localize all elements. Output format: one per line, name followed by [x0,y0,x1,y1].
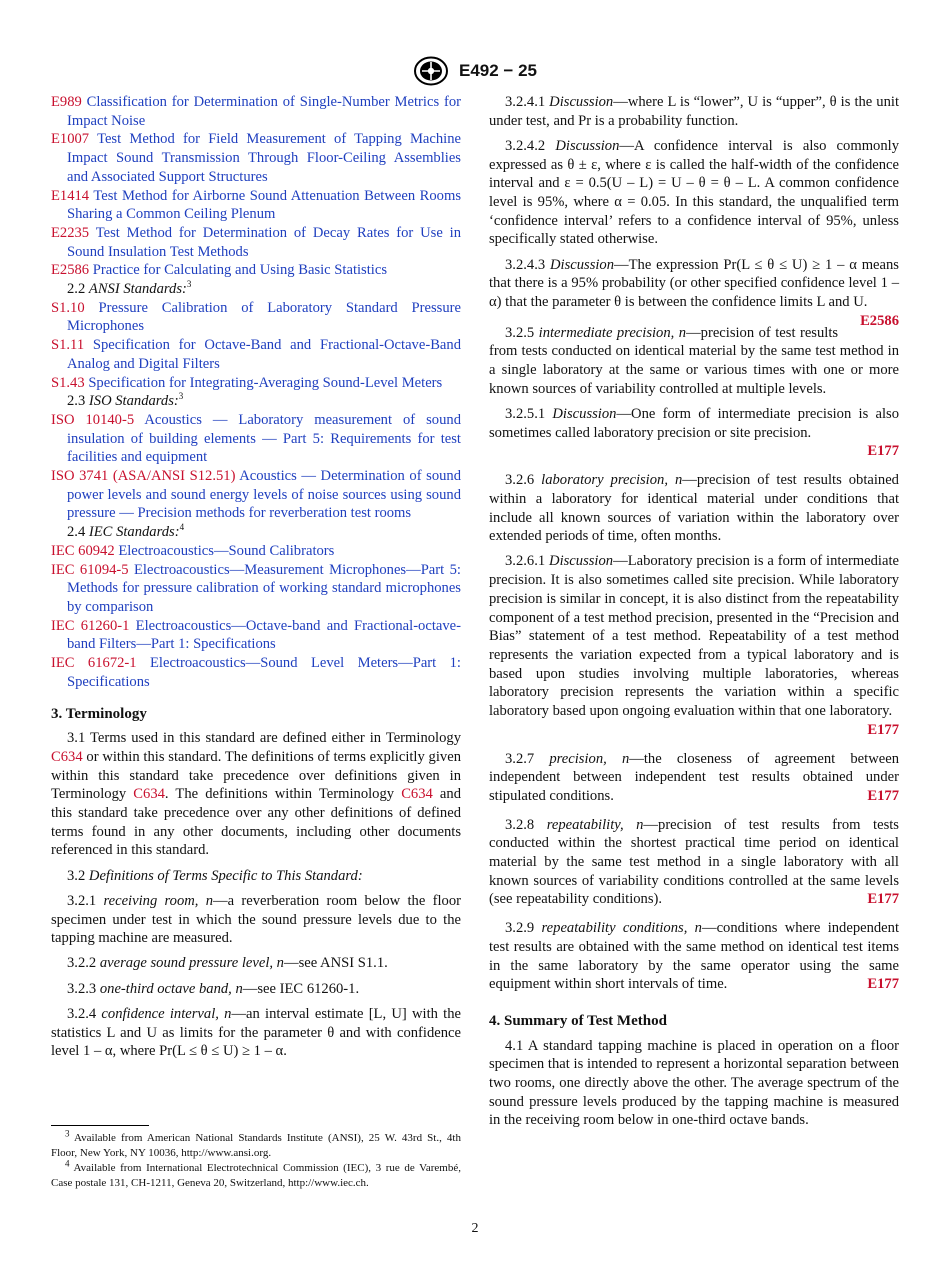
paragraph-3-2-6-1: 3.2.6.1 Discussion—Laboratory precision is a form of intermediate precision. It is also sometimes called site precision. While laboratory precision is similar in concept, it is also distinct from the repeatability component of a test method precision, presented in the “Precision and Bias” statement of a test method. Repeatability of a test method represents the variation expected from a typical laboratory and is based upon studies involving multiple laboratories, whereas laboratory precision represents the variation within a specific laboratory based upon ongoing evaluation within that one laboratory. E177 [489,553,899,738]
paragraph-3-2-7: 3.2.7 precision, n—the closeness of agreement between independent between independent test results obtained under stipulated conditions. E177 [489,750,899,804]
reference-item[interactable]: ISO 10140-5 Acoustics — Laboratory measurement of sound insulation of building elements — Part 5: Requirements for test facilities and equipment [51,411,461,466]
footnote-3: $^3$ Available from American National Standards Institute (ANSI), 25 W. 43rd St., 4th Floor, New York, NY 10036, http://www.ansi.org. [51,1128,461,1159]
paragraph-3-1: 3.1 Terms used in this standard are defined either in Terminology C634 or within this standard. The definitions of terms explicitly given within this standard take precedence over definitions given in Terminology C634. The definitions within Terminology C634 and this standard take precedence over any other definitions of defined terms found in any other documents, including other documents referenced in this standard. [51,730,461,859]
paragraph-3-2-6: 3.2.6 laboratory precision, n—precision of test results obtained within a laboratory for identical material under conditions that include all known sources of variation within the laboratory over extended periods of time, often months. [489,472,899,545]
paragraph-3-2-4-2: 3.2.4.2 Discussion—A confidence interval is also commonly expressed as θ ± ε, where ε is called the half-width of the confidence interval and ε = 0.5(U – L) = U – θ = θ – L. A common confidence level is 95%, where α = 0.05. In this standard, the unqualified term ‘confidence interval’ refers to a confidence interval of 95%, unless specifically stated otherwise. [489,137,899,248]
footnote-ref[interactable]: 4 [179,522,185,533]
footnote-ref[interactable]: 3 [178,391,184,402]
paragraph-3-2-1: 3.2.1 receiving room, n—a reverberation room below the floor specimen under test in which the sound pressure levels due to the tapping machine are measured. [51,892,461,947]
page-header [0,56,950,86]
page-number: 2 [471,1221,479,1236]
paragraph-3-2-5: 3.2.5 intermediate precision, n—precision of test results from tests conducted on identical material by the same test method in a single laboratory at the same or various times with one or more known sources of variability controlled at multiple levels. [489,324,899,397]
paragraph-3-2: 3.2 Definitions of Terms Specific to This Standard: [67,867,363,884]
reference-item[interactable]: S1.43 Specification for Integrating-Averaging Sound-Level Meters [51,374,443,391]
paragraph-3-2-5-1: 3.2.5.1 Discussion—One form of intermediate precision is also sometimes called laboratory precision or site precision. E177 [489,406,899,460]
reference-list-iso [51,411,461,523]
section-heading-terminology: 3. Terminology [51,705,147,722]
reference-item[interactable]: E2586 Practice for Calculating and Using Basic Statistics [51,262,388,279]
paragraph-3-2-2: 3.2.2 average sound pressure level, n—see ANSI S1.1. [67,955,388,972]
reference-list-astm [51,93,461,280]
reference-item[interactable]: IEC 60942 Electroacoustics—Sound Calibrators [51,542,335,559]
paragraph-3-2-8: 3.2.8 repeatability, n—precision of test results from tests conducted within the shortest practical time period on identical material by the same test method in a single laboratory with all known sources of variability conditions controlled at the same levels (see repeatability conditions). E177 [489,816,899,908]
paragraph-3-2-9: 3.2.9 repeatability conditions, n—conditions where independent test results are obtained with the same method on identical test items in the same laboratory by the same operator using the same equipment within short intervals of time. E177 [489,920,900,993]
link-e177[interactable]: E177 [867,721,899,738]
astm-logo-icon [413,56,449,86]
link-e177[interactable]: E177 [867,787,899,804]
document-designation: E492 − 25 [459,61,537,80]
reference-item[interactable]: IEC 61094-5 Electroacoustics—Measurement Microphones—Part 5: Methods for pressure calibration of working standard microphones by comparison [51,561,461,615]
reference-list-iec [51,542,461,692]
link-e2586[interactable]: E2586 [860,312,899,329]
left-column [51,93,461,1067]
paragraph-3-2-4-3: 3.2.4.3 Discussion—The expression Pr(L ≤ θ ≤ U) ≥ 1 – α means that there is a 95% probability (or other specified confidence level 1 – α) that the parameter θ is between the confidence limits L and U. E2586 [489,256,899,329]
paragraph-3-2-4-1: 3.2.4.1 Discussion—where L is “lower”, U is “upper”, θ is the unit under test, and Pr is a probability function. [489,94,899,129]
reference-item[interactable]: E1007 Test Method for Field Measurement of Tapping Machine Impact Sound Transmission Through Floor-Ceiling Assemblies and Associated Support Structures [51,131,461,185]
reference-item[interactable]: IEC 61672-1 Electroacoustics—Sound Level Meters—Part 1: Specifications [51,655,461,690]
reference-item[interactable]: ISO 3741 (ASA/ANSI S12.51) Acoustics — Determination of sound power levels and sound energy levels of noise sources using sound pressure — Precision methods for reverberation test rooms [51,468,462,522]
link-e177[interactable]: E177 [867,976,899,993]
section-heading-summary: 4. Summary of Test Method [489,1012,667,1029]
reference-item[interactable]: S1.10 Pressure Calibration of Laboratory Standard Pressure Microphones [51,299,461,335]
paragraph-3-2-3: 3.2.3 one-third octave band, n—see IEC 61260-1. [67,980,360,997]
paragraph-3-2-4: 3.2.4 confidence interval, n—an interval estimate [L, U] with the statistics L and U as limits for the parameter θ and with confidence level 1 – α, where Pr(L ≤ θ ≤ U) ≥ 1 – α. [51,1005,461,1060]
link-c634[interactable]: C634 [51,748,83,765]
link-e177[interactable]: E177 [867,891,899,908]
reference-item[interactable]: E1414 Test Method for Airborne Sound Attenuation Between Rooms Sharing a Common Ceiling Plenum [51,187,461,223]
iec-standards-heading: 2.4 IEC Standards:$^4$ [67,522,185,541]
footnote-divider [51,1125,149,1126]
iso-standards-heading: 2.3 ISO Standards:$^3$ [67,391,184,410]
footnote-ref[interactable]: 3 [186,279,192,290]
paragraph-4-1: 4.1 A standard tapping machine is placed in operation on a floor specimen that is intended to represent a horizontal separation between two rooms, one directly above the other. The average spectrum of the sound pressure levels produced by the tapping machine is measured in the receiving room below in one-third octave bands. [489,1037,899,1129]
footnote-4: $^4$ Available from International Electrotechnical Commission (IEC), 3 rue de Varembé, Case postale 131, CH-1211, Geneva 20, Switzerland, http://www.iec.ch. [51,1158,461,1189]
reference-item[interactable]: S1.11 Specification for Octave-Band and Fractional-Octave-Band Analog and Digital Filters [51,337,461,372]
reference-list-ansi [51,299,461,393]
link-e177[interactable]: E177 [867,443,899,460]
link-c634[interactable]: C634 [401,786,433,803]
link-c634[interactable]: C634 [133,786,165,803]
ansi-standards-heading: 2.2 ANSI Standards:$^3$ [67,279,192,298]
reference-item[interactable]: IEC 61260-1 Electroacoustics—Octave-band and Fractional-octave-band Filters—Part 1: Specifications [51,617,461,653]
reference-item[interactable]: E989 Classification for Determination of Single-Number Metrics for Impact Noise [51,94,461,129]
right-column [489,93,899,1137]
reference-item[interactable]: E2235 Test Method for Determination of Decay Rates for Use in Sound Insulation Test Methods [51,224,462,260]
